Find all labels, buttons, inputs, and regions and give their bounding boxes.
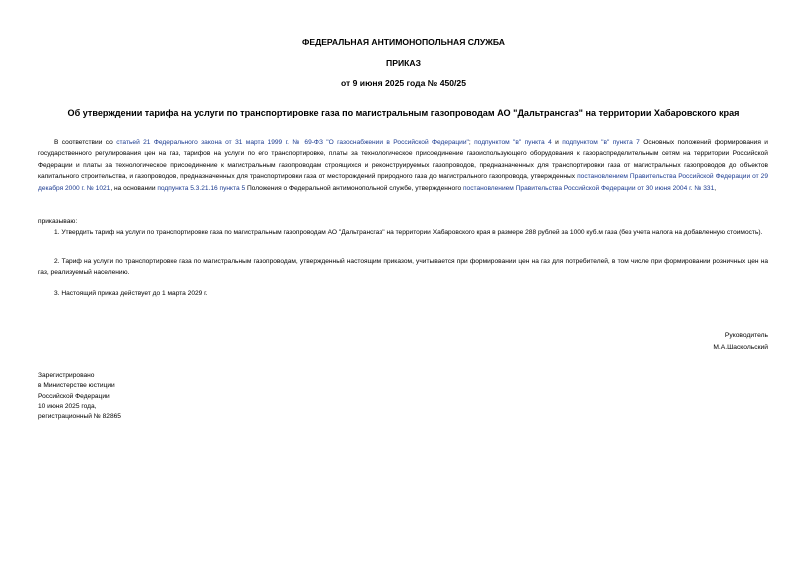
- order-item-2: 2. Тариф на услуги по транспортировке газа по магистральным газопроводам, утвержденный настоящим приказом, учитывается при формировании цен на газ для потребителей, в том числе при формировании розничных цен на газ, реализуемый населению.: [38, 258, 768, 277]
- preamble-text-2: ;: [468, 139, 475, 146]
- preamble-text-7: ,: [714, 184, 717, 192]
- link-decree-1021[interactable]: постановлением Правительства Российской Федерации от 29 декабря 2000 г. № 1021: [38, 173, 768, 192]
- registration-line-3: Российской Федерации: [38, 392, 110, 400]
- agency-name: ФЕДЕРАЛЬНАЯ АНТИМОНОПОЛЬНАЯ СЛУЖБА: [302, 37, 505, 47]
- preamble-text-6: Положения о Федеральной антимонопольной службе, утвержденного: [245, 184, 463, 192]
- registration-line-1: Зарегистрировано: [38, 372, 95, 379]
- preamble-paragraph: [38, 137, 768, 194]
- signer-name: М.А.Шаскольский: [713, 343, 768, 351]
- law-link-article-21[interactable]: статьей 21 Федерального закона от 31 марта 1999 г. № 69-ФЗ "О газоснабжении в Российской Федерации": [116, 139, 469, 146]
- order-word: приказываю:: [38, 218, 78, 225]
- preamble-text-5: , на основании: [110, 184, 158, 192]
- document-type: ПРИКАЗ: [386, 58, 421, 68]
- link-subpoint-v-point-7[interactable]: подпунктом "в" пункта 7: [562, 139, 640, 146]
- link-decree-331[interactable]: постановлением Правительства Российской Федерации от 30 июня 2004 г. № 331: [462, 184, 715, 192]
- link-subpoint-5-3-21-16[interactable]: подпункта 5.3.21.16 пункта 5: [157, 184, 246, 192]
- order-item-3: 3. Настоящий приказ действует до 1 марта 2029 г.: [54, 290, 208, 297]
- order-item-1: 1. Утвердить тариф на услуги по транспортировке газа по магистральным газопроводам АО "Дальтрансгаз" на территории Хабаровского края в размере 288 рублей за 1000 куб.м газа (без учета налога на добавленную стоимость).: [54, 229, 763, 236]
- preamble-text-4: Основных положений формирования и государственного регулирования цен на газ, тарифов на услуги по его транспортировке, платы за технологическое присоединение газоиспользующего оборудования к газораспределительным сетям на территории Российской Федерации и платы за технологическое присоединение к магистральным газопроводам строящихся и реконструируемых газопроводов, предназначенных для транспортировки газа от магистральных газопроводов до объектов капитального строительства, и газопроводов, предназначенных для транспортировки газа от месторождений природного газа до магистрального газопровода, утвержденных: [38, 139, 768, 181]
- preamble-text-3: и: [551, 139, 563, 146]
- registration-block: [38, 371, 121, 422]
- document-title: Об утверждении тарифа на услуги по транспортировке газа по магистральным газопроводам АО "Дальтрансгаз" на территории Хабаровского края: [67, 108, 740, 118]
- registration-number: регистрационный № 82865: [38, 413, 121, 421]
- registration-line-2: в Министерстве юстиции: [38, 382, 115, 390]
- link-subpoint-v-point-4[interactable]: подпунктом "в" пункта 4: [474, 139, 552, 146]
- document-date-number: от 9 июня 2025 года № 450/25: [341, 78, 466, 88]
- registration-date: 10 июня 2025 года,: [38, 402, 97, 410]
- signature-block: [568, 330, 768, 353]
- preamble-text-1: В соответствии со: [54, 139, 117, 146]
- signer-position: Руководитель: [724, 332, 768, 339]
